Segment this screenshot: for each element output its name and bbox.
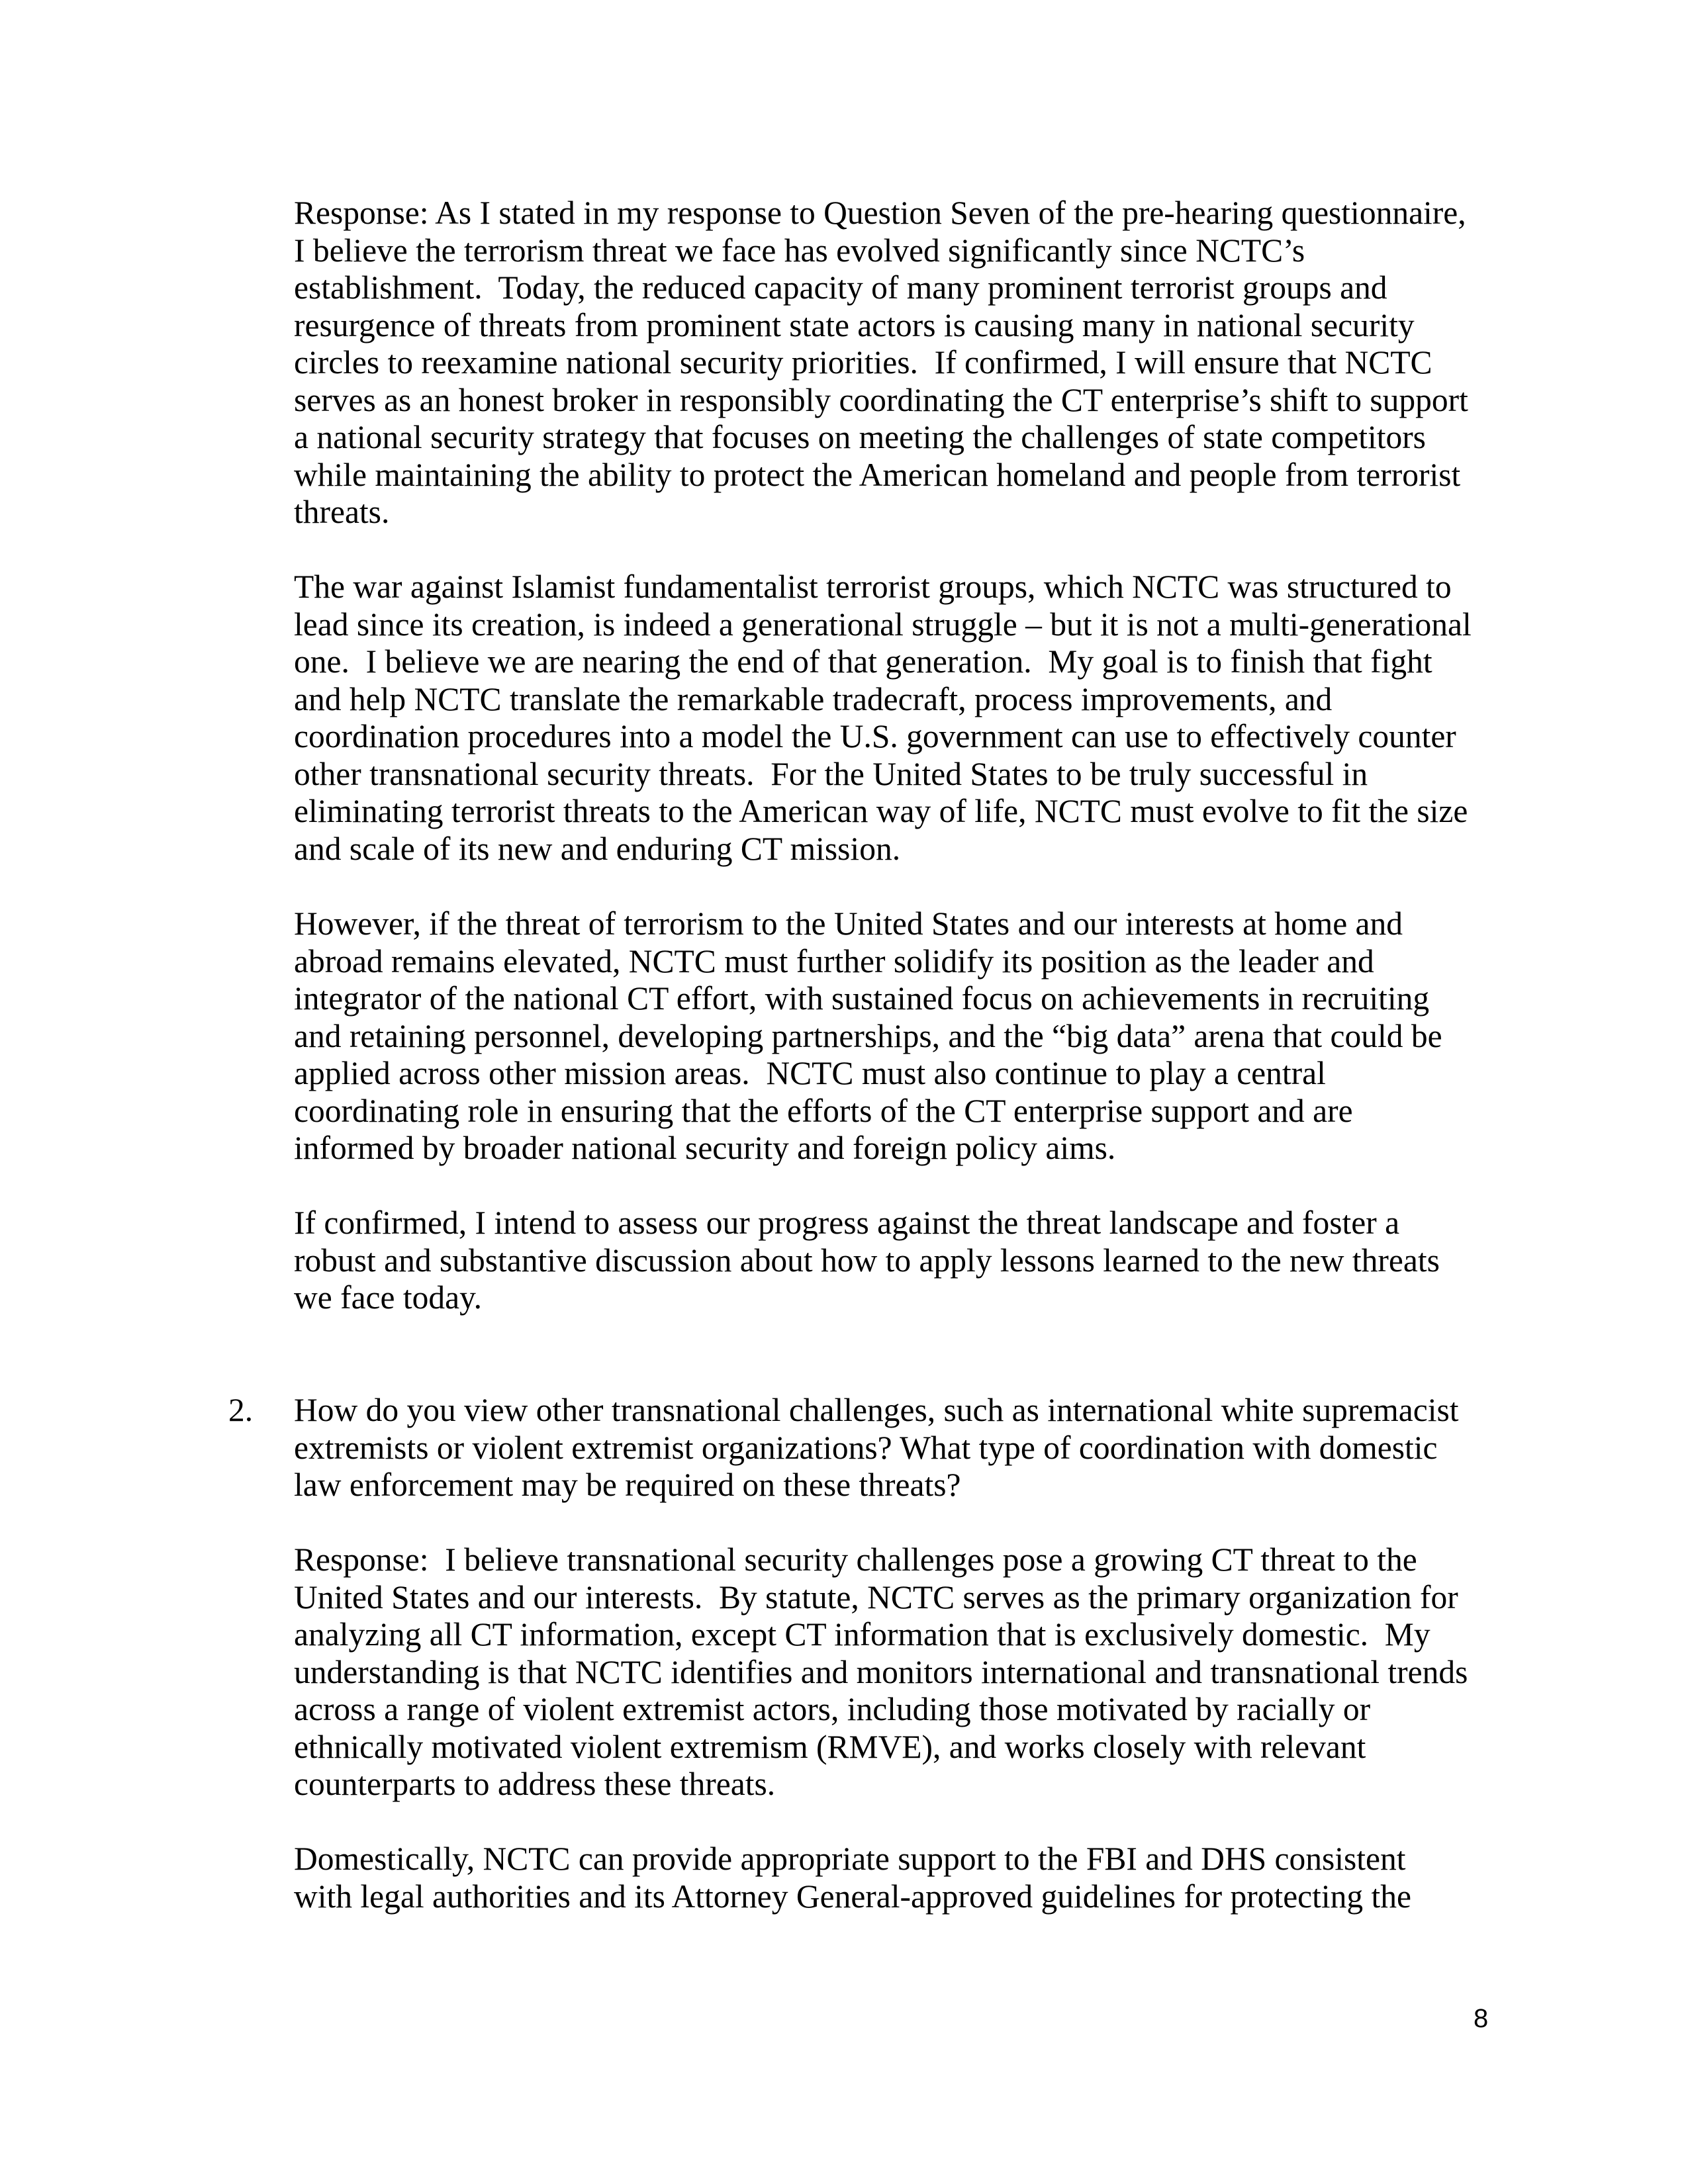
response-paragraph xyxy=(294,1205,1525,1317)
text-line: United States and our interests. By statute, NCTC serves as the primary organization for xyxy=(294,1578,1458,1615)
text-line: and help NCTC translate the remarkable tradecraft, process improvements, and xyxy=(294,680,1333,717)
text-line: Domestically, NCTC can provide appropriate support to the FBI and DHS consistent xyxy=(294,1841,1406,1877)
text-line: serves as an honest broker in responsibly coordinating the CT enterprise’s shift to support xyxy=(294,381,1468,418)
response-paragraph xyxy=(294,1841,1525,1915)
text-line: other transnational security threats. For the United States to be truly successful in xyxy=(294,755,1368,792)
text-line: understanding is that NCTC identifies and monitors international and transnational trends xyxy=(294,1653,1468,1690)
text-line: and retaining personnel, developing partnerships, and the “big data” arena that could be xyxy=(294,1017,1442,1054)
text-line: Response: I believe transnational security challenges pose a growing CT threat to the xyxy=(294,1541,1417,1578)
text-line: If confirmed, I intend to assess our progress against the threat landscape and foster a xyxy=(294,1205,1400,1241)
text-line: lead since its creation, is indeed a generational struggle – but it is not a multi-generational xyxy=(294,606,1472,643)
text-line: ethnically motivated violent extremism (RMVE), and works closely with relevant xyxy=(294,1728,1366,1765)
text-line: law enforcement may be required on these threats? xyxy=(294,1467,961,1503)
text-line: establishment. Today, the reduced capacity of many prominent terrorist groups and xyxy=(294,269,1387,306)
text-line: abroad remains elevated, NCTC must further solidify its position as the leader and xyxy=(294,942,1374,979)
text-line: analyzing all CT information, except CT information that is exclusively domestic. My xyxy=(294,1616,1430,1653)
text-line: extremists or violent extremist organizations? What type of coordination with domestic xyxy=(294,1429,1438,1466)
text-line: informed by broader national security and foreign policy aims. xyxy=(294,1130,1116,1166)
text-line: I believe the terrorism threat we face has evolved significantly since NCTC’s xyxy=(294,232,1305,269)
text-line: counterparts to address these threats. xyxy=(294,1766,776,1802)
text-line: with legal authorities and its Attorney General-approved guidelines for protecting the xyxy=(294,1878,1412,1915)
response-paragraph xyxy=(294,569,1525,868)
text-line: integrator of the national CT effort, with sustained focus on achievements in recruiting xyxy=(294,980,1430,1017)
text-line: The war against Islamist fundamentalist terrorist groups, which NCTC was structured to xyxy=(294,569,1452,605)
text-line: circles to reexamine national security priorities. If confirmed, I will ensure that NCTC xyxy=(294,344,1432,381)
text-line: eliminating terrorist threats to the American way of life, NCTC must evolve to fit the size xyxy=(294,793,1468,829)
response-paragraph xyxy=(294,1541,1525,1803)
text-line: across a range of violent extremist actors, including those motivated by racially or xyxy=(294,1691,1371,1727)
text-line: However, if the threat of terrorism to the United States and our interests at home and xyxy=(294,905,1403,942)
text-line: resurgence of threats from prominent state actors is causing many in national security xyxy=(294,306,1415,343)
text-line: coordination procedures into a model the U.S. government can use to effectively counter xyxy=(294,718,1456,754)
text-line: we face today. xyxy=(294,1279,482,1316)
text-line: coordinating role in ensuring that the efforts of the CT enterprise support and are xyxy=(294,1092,1353,1129)
text-line: How do you view other transnational challenges, such as international white supremacist xyxy=(294,1392,1459,1428)
text-line: and scale of its new and enduring CT mission. xyxy=(294,830,901,867)
text-line: threats. xyxy=(294,494,390,530)
question-text xyxy=(294,1392,1525,1504)
page-number: 8 xyxy=(1474,2004,1489,2033)
text-line: a national security strategy that focuses on meeting the challenges of state competitors xyxy=(294,419,1426,455)
text-line: one. I believe we are nearing the end of that generation. My goal is to finish that fight xyxy=(294,643,1432,680)
text-line: Response: As I stated in my response to Question Seven of the pre-hearing questionnaire, xyxy=(294,195,1466,231)
text-line: applied across other mission areas. NCTC must also continue to play a central xyxy=(294,1055,1326,1091)
question-number: 2. xyxy=(228,1392,254,1428)
text-line: while maintaining the ability to protect the American homeland and people from terrorist xyxy=(294,456,1461,493)
response-paragraph xyxy=(294,195,1525,531)
text-line: robust and substantive discussion about how to apply lessons learned to the new threats xyxy=(294,1242,1440,1279)
response-paragraph xyxy=(294,905,1525,1167)
